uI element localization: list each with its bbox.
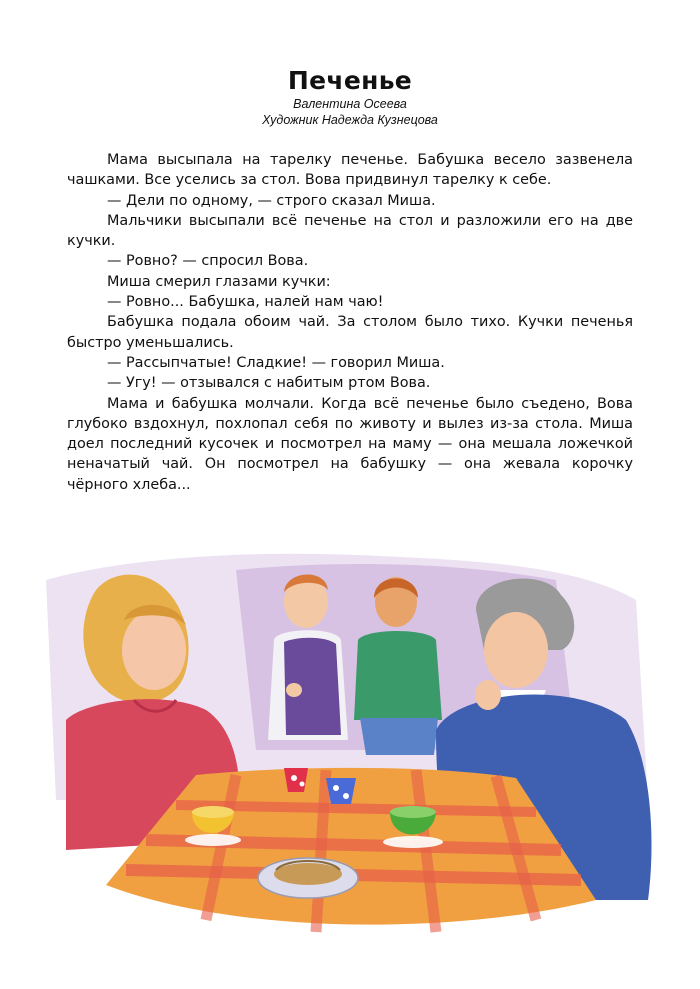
grandmother-hand <box>475 680 501 710</box>
cookie-plate <box>258 858 358 898</box>
family-tea-illustration <box>36 540 668 960</box>
illustrator-credit: Художник Надежда Кузнецова <box>262 113 438 127</box>
red-dotted-cup <box>284 768 308 792</box>
author-name: Валентина Осеева <box>293 97 407 111</box>
grandmother-face <box>484 612 548 688</box>
story-paragraph: — Угу! — отзывался с набитым ртом Вова. <box>107 375 431 392</box>
boy-misha-shirt <box>354 631 442 720</box>
story-paragraph: Бабушка подала обоим чай. За столом было тихо. Кучки печенья быстро уменьшались. <box>67 314 633 351</box>
story-paragraph: Миша смерил глазами кучки: <box>107 273 331 290</box>
story-title: Печенье <box>287 66 413 95</box>
story-paragraph: — Ровно? — спросил Вова. <box>107 253 309 270</box>
story-paragraph: — Дели по одному, — строго сказал Миша. <box>107 192 436 209</box>
boy-vova-hand <box>286 683 302 697</box>
blue-dotted-cup <box>326 778 356 804</box>
story-paragraph: Мальчики высыпали всё печенье на стол и разложили его на две кучки. <box>67 212 633 250</box>
story-paragraph: Мама и бабушка молчали. Когда всё печенье было съедено, Вова глубоко вздохнул, похлопал себя по животу и вылез из-за стола. Миша доел последний кусочек и посмотрел на маму — она мешала ложечкой неначатый чай. Он посмотрел на бабушку — она жевала корочку чёрного хлеба... <box>67 395 633 493</box>
story-paragraph: — Ровно... Бабушка, налей нам чаю! <box>107 294 384 311</box>
story-paragraph: Мама высыпала на тарелку печенье. Бабушка весело зазвенела чашками. Все уселись за стол. Вова придвинул тарелку к себе. <box>67 152 633 189</box>
story-paragraph: — Рассыпчатые! Сладкие! — говорил Миша. <box>107 354 445 371</box>
mother-face <box>122 610 186 690</box>
story-text <box>67 150 633 495</box>
boy-misha-pants <box>360 718 438 755</box>
